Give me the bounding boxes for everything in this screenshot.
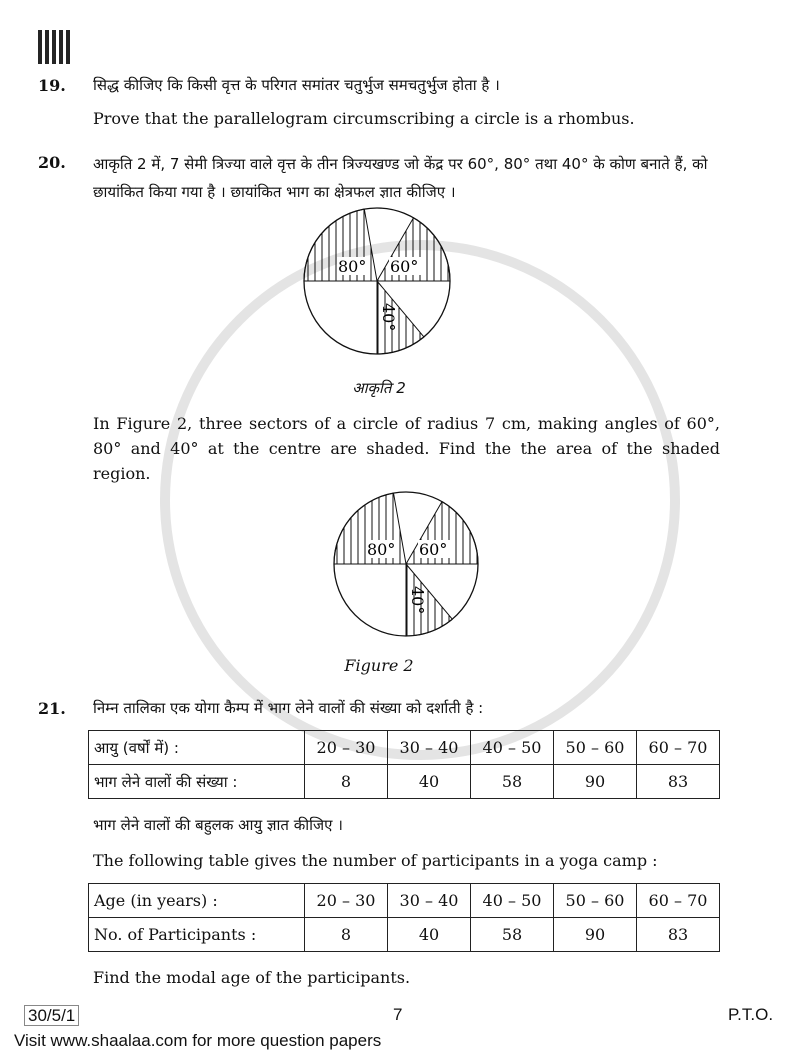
- table-cell: 40: [388, 765, 471, 799]
- q21-hindi: निम्न तालिका एक योगा कैम्प में भाग लेने वालों की संख्या को दर्शाती है :: [93, 699, 484, 717]
- question-21: [38, 696, 720, 721]
- table-row: [89, 918, 720, 952]
- table-cell: 40: [388, 918, 471, 952]
- table-row: [89, 884, 720, 918]
- table-cell: 90: [554, 918, 637, 952]
- row-label: आयु (वर्षों में) :: [89, 731, 305, 765]
- q19-hindi: सिद्ध कीजिए कि किसी वृत्त के परिगत समांतर चतुर्भुज समचतुर्भुज होता है ।: [93, 76, 500, 94]
- table-cell: 40 – 50: [471, 884, 554, 918]
- row-label: भाग लेने वालों की संख्या :: [89, 765, 305, 799]
- table-cell: 30 – 40: [388, 731, 471, 765]
- pto-label: P.T.O.: [728, 1005, 774, 1024]
- q19-english: Prove that the parallelogram circumscribing a circle is a rhombus.: [93, 109, 635, 128]
- table-cell: 58: [471, 765, 554, 799]
- row-label: Age (in years) :: [89, 884, 305, 918]
- question-number: 20.: [38, 153, 66, 172]
- circle-figure-hindi: [38, 206, 720, 358]
- angle-label-80: 80°: [367, 540, 396, 559]
- row-label: No. of Participants :: [89, 918, 305, 952]
- question-number: 19.: [38, 76, 66, 95]
- table-row: [89, 731, 720, 765]
- table-cell: 83: [637, 918, 720, 952]
- angle-label-60: 60°: [390, 257, 419, 276]
- q21-english: The following table gives the number of participants in a yoga camp :: [93, 851, 658, 870]
- angle-label-40: 40°: [379, 303, 398, 332]
- table-cell: 60 – 70: [637, 884, 720, 918]
- table-cell: 8: [305, 918, 388, 952]
- table-cell: 8: [305, 765, 388, 799]
- angle-label-60: 60°: [419, 540, 448, 559]
- page-number: 7: [393, 1005, 403, 1024]
- figure-caption-english: Figure 2: [344, 656, 414, 675]
- qr-code: [38, 30, 72, 64]
- table-cell: 60 – 70: [637, 731, 720, 765]
- table-cell: 50 – 60: [554, 884, 637, 918]
- figure-caption-hindi: आकृति 2: [352, 379, 406, 397]
- angle-label-40: 40°: [408, 586, 427, 615]
- table-cell: 20 – 30: [305, 731, 388, 765]
- angle-label-80: 80°: [338, 257, 367, 276]
- visit-link[interactable]: Visit www.shaalaa.com for more question papers: [14, 1031, 382, 1050]
- page-content: [38, 73, 720, 990]
- question-20: [38, 150, 720, 206]
- table-row: [89, 765, 720, 799]
- table-cell: 30 – 40: [388, 884, 471, 918]
- circle-figure-english: [38, 486, 720, 638]
- q20-hindi: आकृति 2 में, 7 सेमी त्रिज्या वाले वृत्त के तीन त्रिज्यखण्ड जो केंद्र पर 60°, 80° तथा 40° के कोण बनाते हैं, को छायांकित किया गया है । छायांकित भाग का क्षेत्रफल ज्ञात कीजिए ।: [93, 155, 708, 201]
- table-cell: 90: [554, 765, 637, 799]
- table-cell: 83: [637, 765, 720, 799]
- question-19: [38, 73, 720, 131]
- question-number: 21.: [38, 699, 66, 718]
- table-cell: 40 – 50: [471, 731, 554, 765]
- paper-code: 30/5/1: [24, 1005, 79, 1026]
- table-cell: 20 – 30: [305, 884, 388, 918]
- q21-hindi-question: भाग लेने वालों की बहुलक आयु ज्ञात कीजिए ।: [93, 816, 343, 834]
- q21-english-question: Find the modal age of the participants.: [93, 968, 411, 987]
- table-hindi: [88, 730, 720, 799]
- table-cell: 50 – 60: [554, 731, 637, 765]
- table-english: [88, 883, 720, 952]
- q20-english: In Figure 2, three sectors of a circle of radius 7 cm, making angles of 60°, 80° and 40° at the centre are shaded. Find the the area of the shaded region.: [93, 414, 720, 483]
- table-cell: 58: [471, 918, 554, 952]
